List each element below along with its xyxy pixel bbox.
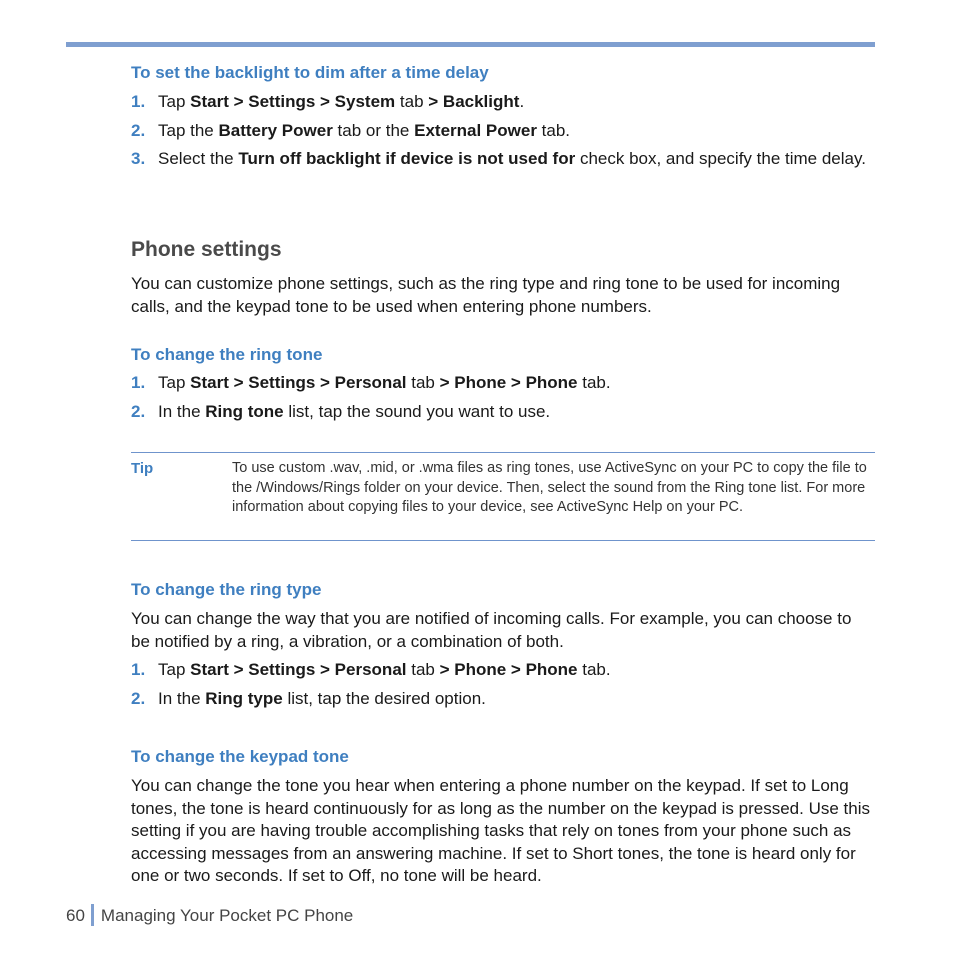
ring-type-heading: To change the ring type bbox=[131, 580, 322, 599]
step-text: Tap Start > Settings > Personal tab > Phone > Phone tab. bbox=[158, 660, 611, 679]
step-text: In the Ring type list, tap the desired option. bbox=[158, 689, 486, 708]
ring-type-step-1 bbox=[131, 659, 875, 682]
step-number: 2. bbox=[131, 402, 146, 421]
page-footer bbox=[66, 904, 353, 927]
step-number: 2. bbox=[131, 689, 146, 708]
tip-label: Tip bbox=[131, 460, 154, 477]
tip-text: To use custom .wav, .mid, or .wma files as ring tones, use ActiveSync on your PC to copy the file to the /Windows/Rings folder on your device. Then, select the sound from the Ring tone list. For more information about copying files to your device, see ActiveSync Help on your PC. bbox=[232, 460, 867, 516]
step-number: 3. bbox=[131, 149, 146, 168]
step-text: In the Ring tone list, tap the sound you want to use. bbox=[158, 402, 551, 421]
step-number: 1. bbox=[131, 373, 146, 392]
ring-tone-heading: To change the ring tone bbox=[131, 345, 323, 364]
step-text: Tap Start > Settings > System tab > Backlight. bbox=[158, 92, 525, 111]
tip-box bbox=[131, 452, 875, 541]
page-number: 60 bbox=[66, 906, 85, 925]
phone-settings-intro: You can customize phone settings, such as the ring type and ring tone to be used for incoming calls, and the keypad tone to be used when entering phone numbers. bbox=[131, 274, 841, 316]
footer-divider bbox=[91, 904, 94, 926]
ring-tone-step-1 bbox=[131, 372, 875, 395]
backlight-step-2 bbox=[131, 120, 875, 143]
step-text: Tap Start > Settings > Personal tab > Phone > Phone tab. bbox=[158, 373, 611, 392]
chapter-title: Managing Your Pocket PC Phone bbox=[100, 906, 354, 925]
backlight-step-1 bbox=[131, 91, 875, 114]
keypad-tone-heading: To change the keypad tone bbox=[131, 747, 349, 766]
step-text: Select the Turn off backlight if device is not used for check box, and specify the time delay. bbox=[158, 149, 866, 168]
keypad-tone-body: You can change the tone you hear when entering a phone number on the keypad. If set to Long tones, the tone is heard continuously for as long as the number on the keypad is pressed. Use this setting if you are having trouble accomplishing tasks that rely on tones from your phone such as accessing messages from an answering machine. If set to Short tones, the tone is heard only for one or two seconds. If set to Off, no tone will be heard. bbox=[131, 776, 870, 885]
step-text: Tap the Battery Power tab or the External Power tab. bbox=[158, 121, 571, 140]
phone-settings-title: Phone settings bbox=[131, 238, 282, 261]
ring-tone-step-2 bbox=[131, 401, 875, 424]
ring-type-intro: You can change the way that you are notified of incoming calls. For example, you can choose to be notified by a ring, a vibration, or a combination of both. bbox=[131, 609, 852, 651]
step-number: 1. bbox=[131, 92, 146, 111]
step-number: 1. bbox=[131, 660, 146, 679]
top-rule bbox=[66, 42, 875, 47]
backlight-heading: To set the backlight to dim after a time delay bbox=[131, 63, 489, 82]
ring-type-step-2 bbox=[131, 688, 875, 711]
step-number: 2. bbox=[131, 121, 146, 140]
backlight-step-3 bbox=[131, 148, 875, 171]
